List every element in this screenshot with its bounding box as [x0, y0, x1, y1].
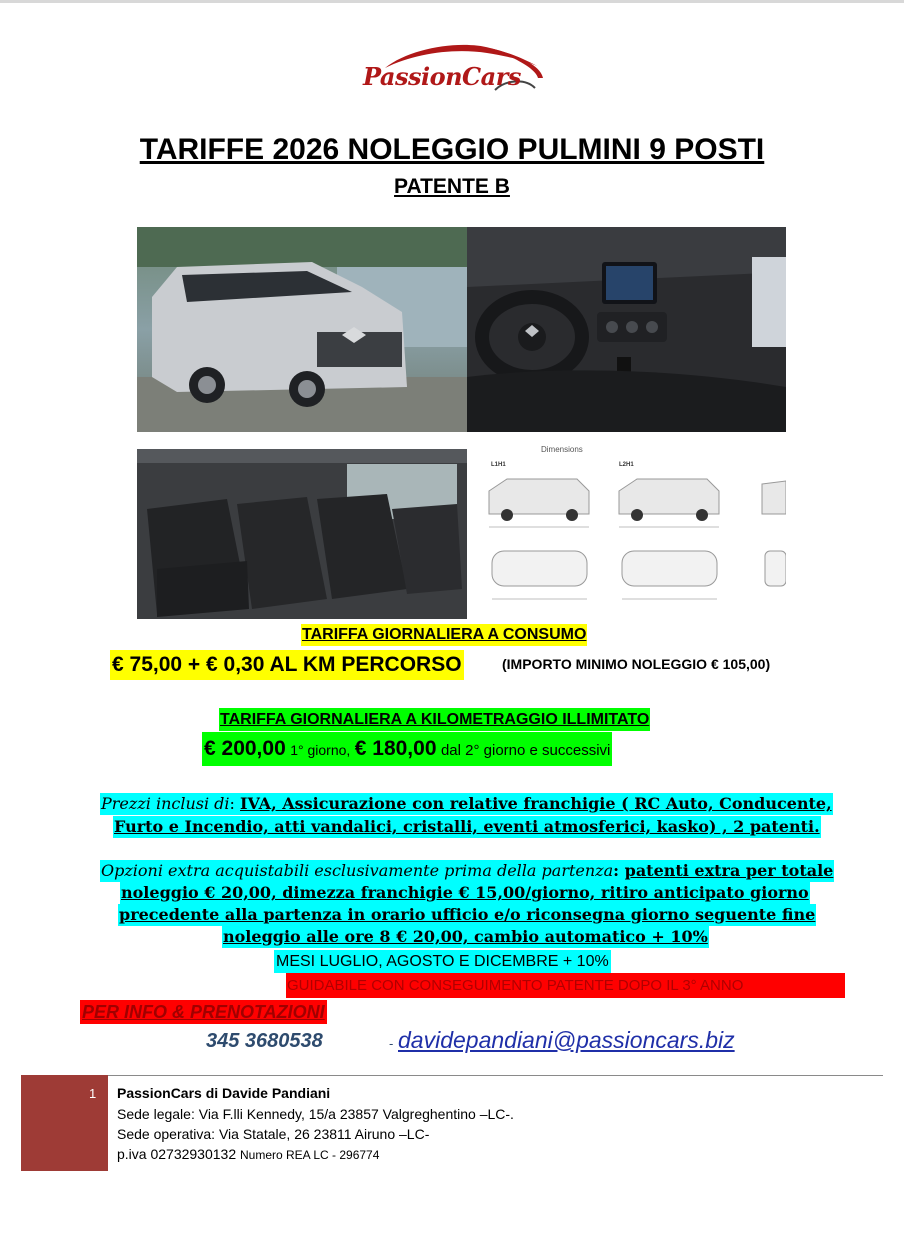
dimensions-label-l2h1: L2H1 [619, 462, 634, 468]
opzioni-line1: Opzioni extra acquistabili esclusivamente prima della partenza: patenti extra per totale [101, 861, 834, 880]
opzioni-line2: noleggio € 20,00, dimezza franchigie € 15,00/giorno, ritiro anticipato giorno [121, 883, 809, 902]
van-exterior-photo [137, 227, 467, 432]
opzioni-line3: precedente alla partenza in orario ufficio e/o riconsegna giorno seguente fine [119, 905, 816, 924]
info-heading: PER INFO & PRENOTAZIONI [82, 1002, 325, 1022]
prezzi-inclusi-line2: Furto e Incendio, atti vandalici, cristalli, eventi atmosferici, kasko) , 2 patenti. [114, 817, 820, 836]
info-dash: - [389, 1036, 394, 1051]
dimensions-caption: Dimensions [541, 445, 583, 454]
mesi-surcharge: MESI LUGLIO, AGOSTO E DICEMBRE + 10% [274, 950, 611, 973]
tariffa-consumo-price: € 75,00 + € 0,30 AL KM PERCORSO [110, 650, 464, 680]
prezzi-inclusi-intro: Prezzi inclusi di [101, 794, 230, 813]
footer-sede-operativa: Sede operativa: Via Statale, 26 23811 Airuno –LC- [117, 1126, 430, 1142]
page-footer [21, 1075, 883, 1171]
tariffa-illimitato-heading: TARIFFA GIORNALIERA A KILOMETRAGGIO ILLIMITATO [219, 708, 650, 731]
opzioni-intro: Opzioni extra acquistabili esclusivamente prima della partenza [101, 861, 614, 880]
dimensions-label-l1h1: L1H1 [491, 462, 506, 468]
opzioni-text1: patenti extra per totale [624, 861, 834, 880]
footer-divider [108, 1075, 883, 1076]
top-border [0, 0, 904, 3]
tariffa-consumo-note: (IMPORTO MINIMO NOLEGGIO € 105,00) [502, 656, 771, 672]
label-next-days: dal 2° giorno e successivi [440, 742, 611, 759]
info-email-link[interactable]: davidepandiani@passioncars.biz [398, 1027, 735, 1053]
guidabile-notice: GUIDABILE CON CONSEGUIMENTO PATENTE DOPO IL 3° ANNO [286, 973, 845, 998]
tariffa-illimitato-price-row [202, 732, 612, 766]
footer-sede-legale: Sede legale: Via F.lli Kennedy, 15/a 23857 Valgreghentino –LC-. [117, 1106, 514, 1122]
passioncars-logo [355, 38, 550, 103]
footer-rea: Numero REA LC - 296774 [240, 1148, 380, 1162]
price-next-days: € 180,00 [354, 737, 437, 760]
prezzi-inclusi-text1: IVA, Assicurazione con relative franchigie ( RC Auto, Conducente, [240, 794, 832, 813]
tariffa-consumo-heading: TARIFFA GIORNALIERA A CONSUMO [301, 624, 587, 646]
page-title: TARIFFE 2026 NOLEGGIO PULMINI 9 POSTI [139, 133, 765, 166]
prezzi-inclusi-line1: Prezzi inclusi di: IVA, Assicurazione con relative franchigie ( RC Auto, Conducente, [101, 794, 832, 813]
seats-photo [137, 449, 467, 619]
dimensions-photo [467, 439, 786, 609]
footer-piva: p.iva 02732930132 Numero REA LC - 296774 [117, 1146, 380, 1162]
opzioni-line4: noleggio alle ore 8 € 20,00, cambio automatico + 10% [223, 927, 708, 946]
logo-text: PassionCars [363, 62, 521, 91]
label-first-day: 1° giorno, [290, 742, 351, 758]
footer-company: PassionCars di Davide Pandiani [117, 1085, 331, 1101]
price-first-day: € 200,00 [204, 737, 286, 760]
dashboard-photo [467, 227, 786, 432]
page-subtitle: PATENTE B [394, 175, 510, 198]
info-phone: 345 3680538 [206, 1030, 323, 1052]
footer-page-number: 1 [89, 1086, 97, 1101]
